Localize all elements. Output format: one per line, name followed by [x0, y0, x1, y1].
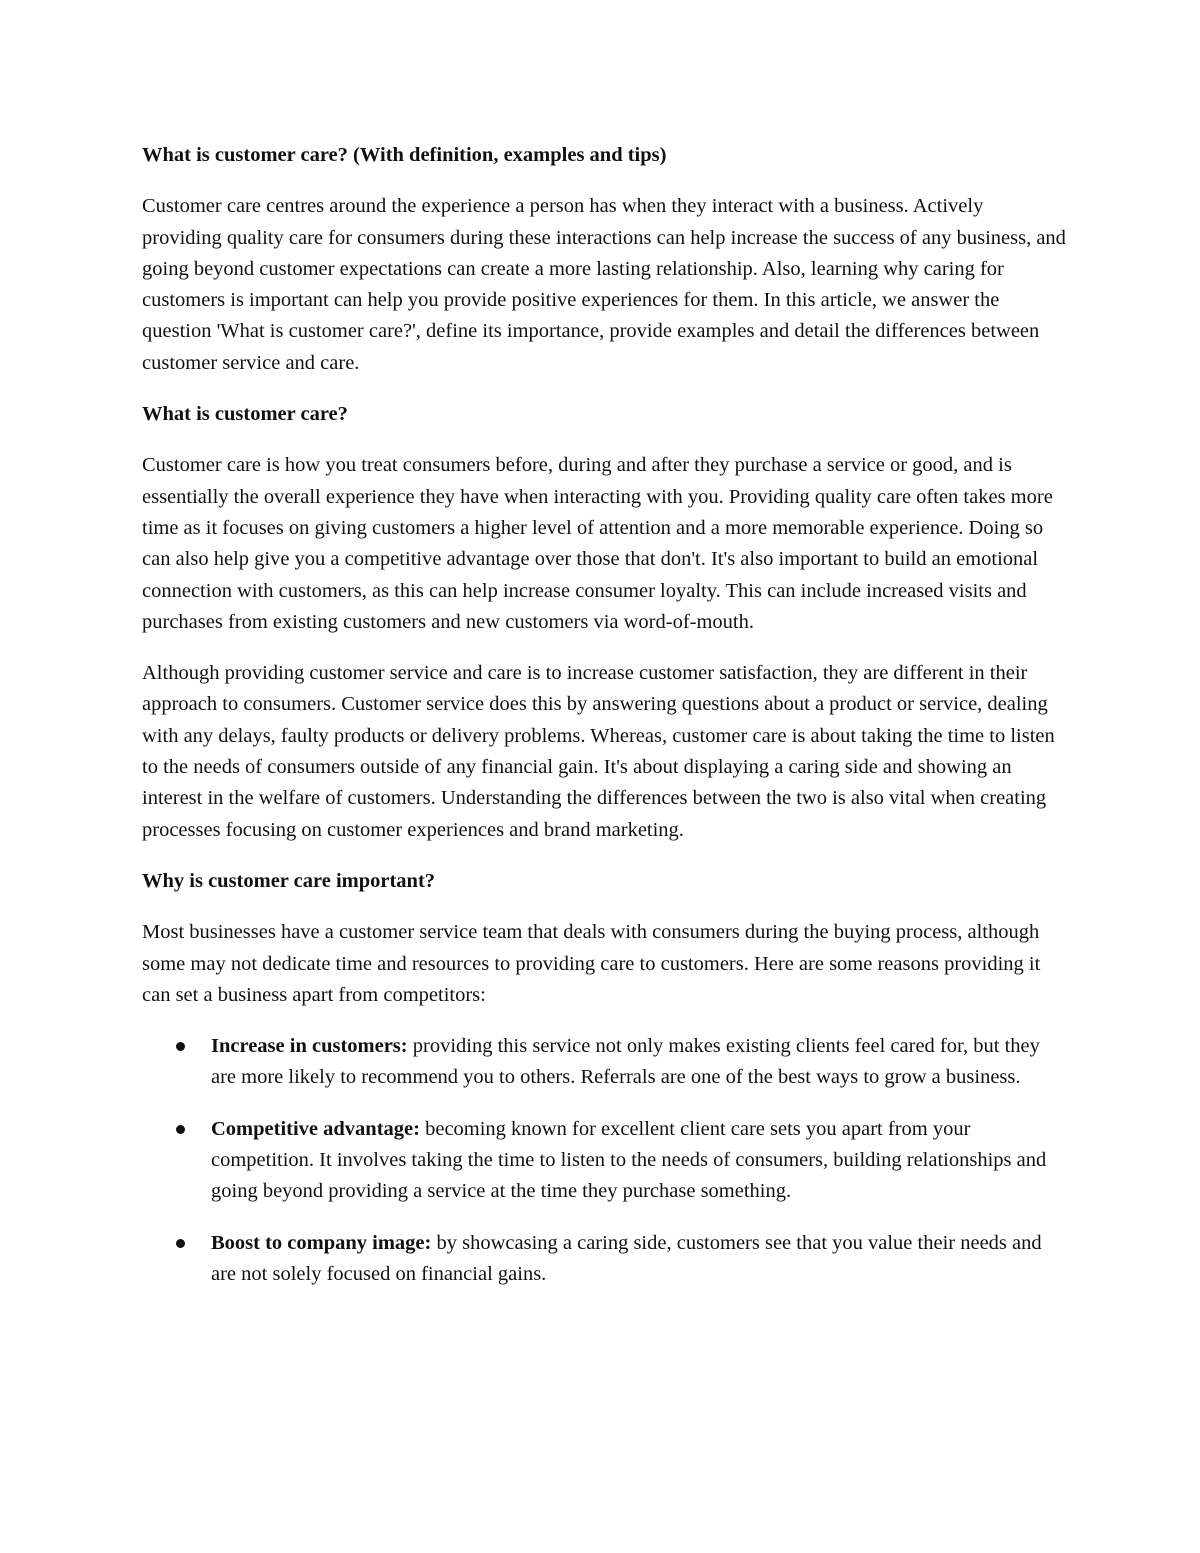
list-item — [142, 1114, 1067, 1208]
list-item — [142, 1031, 1067, 1094]
bullet-term: Increase in customers: — [211, 1035, 408, 1058]
bullet-text: becoming known for excellent client care sets you apart from your competition. It involves taking the time to listen to the needs of consumers, building relationships and going beyond providing a service at the time they purchase something. — [211, 1117, 1047, 1203]
bullet-icon — [176, 1042, 185, 1051]
bullet-text: by showcasing a caring side, customers see that you value their needs and are not solely focused on financial gains. — [211, 1231, 1042, 1285]
list-item — [142, 1228, 1067, 1291]
section-heading-why-important: Why is customer care important? — [142, 869, 436, 892]
body-paragraph: Most businesses have a customer service team that deals with consumers during the buying process, although some may not dedicate time and resources to providing care to customers. Here are some reasons providing it can set a business apart from competitors: — [142, 921, 1041, 1006]
section-heading-what-is-customer-care: What is customer care? — [142, 403, 348, 426]
reasons-bullet-list — [142, 1031, 1067, 1290]
bullet-icon — [176, 1239, 185, 1248]
bullet-term: Boost to company image: — [211, 1231, 432, 1254]
bullet-term: Competitive advantage: — [211, 1117, 420, 1140]
document-page — [142, 140, 1067, 1310]
body-paragraph: Although providing customer service and care is to increase customer satisfaction, they are different in their approach to consumers. Customer service does this by answering questions about a product or service, dealing with any delays, faulty products or delivery problems. Whereas, customer care is about taking the time to listen to the needs of consumers outside of any financial gain. It's about displaying a caring side and showing an interest in the welfare of customers. Understanding the differences between the two is also vital when creating processes focusing on customer experiences and brand marketing. — [142, 662, 1055, 841]
document-title: What is customer care? (With definition, examples and tips) — [142, 144, 667, 166]
bullet-icon — [176, 1125, 185, 1134]
bullet-text: providing this service not only makes existing clients feel cared for, but they are more likely to recommend you to others. Referrals are one of the best ways to grow a business. — [211, 1035, 1040, 1089]
intro-paragraph: Customer care centres around the experience a person has when they interact with a business. Actively providing quality care for consumers during these interactions can help increase the success of any business, and going beyond customer expectations can create a more lasting relationship. Also, learning why caring for customers is important can help you provide positive experiences for them. In this article, we answer the question 'What is customer care?', define its importance, provide examples and detail the differences between customer service and care. — [142, 195, 1066, 374]
body-paragraph: Customer care is how you treat consumers before, during and after they purchase a service or good, and is essentially the overall experience they have when interacting with you. Providing quality care often takes more time as it focuses on giving customers a higher level of attention and a more memorable experience. Doing so can also help give you a competitive advantage over those that don't. It's also important to build an emotional connection with customers, as this can help increase consumer loyalty. This can include increased visits and purchases from existing customers and new customers via word-of-mouth. — [142, 454, 1053, 633]
